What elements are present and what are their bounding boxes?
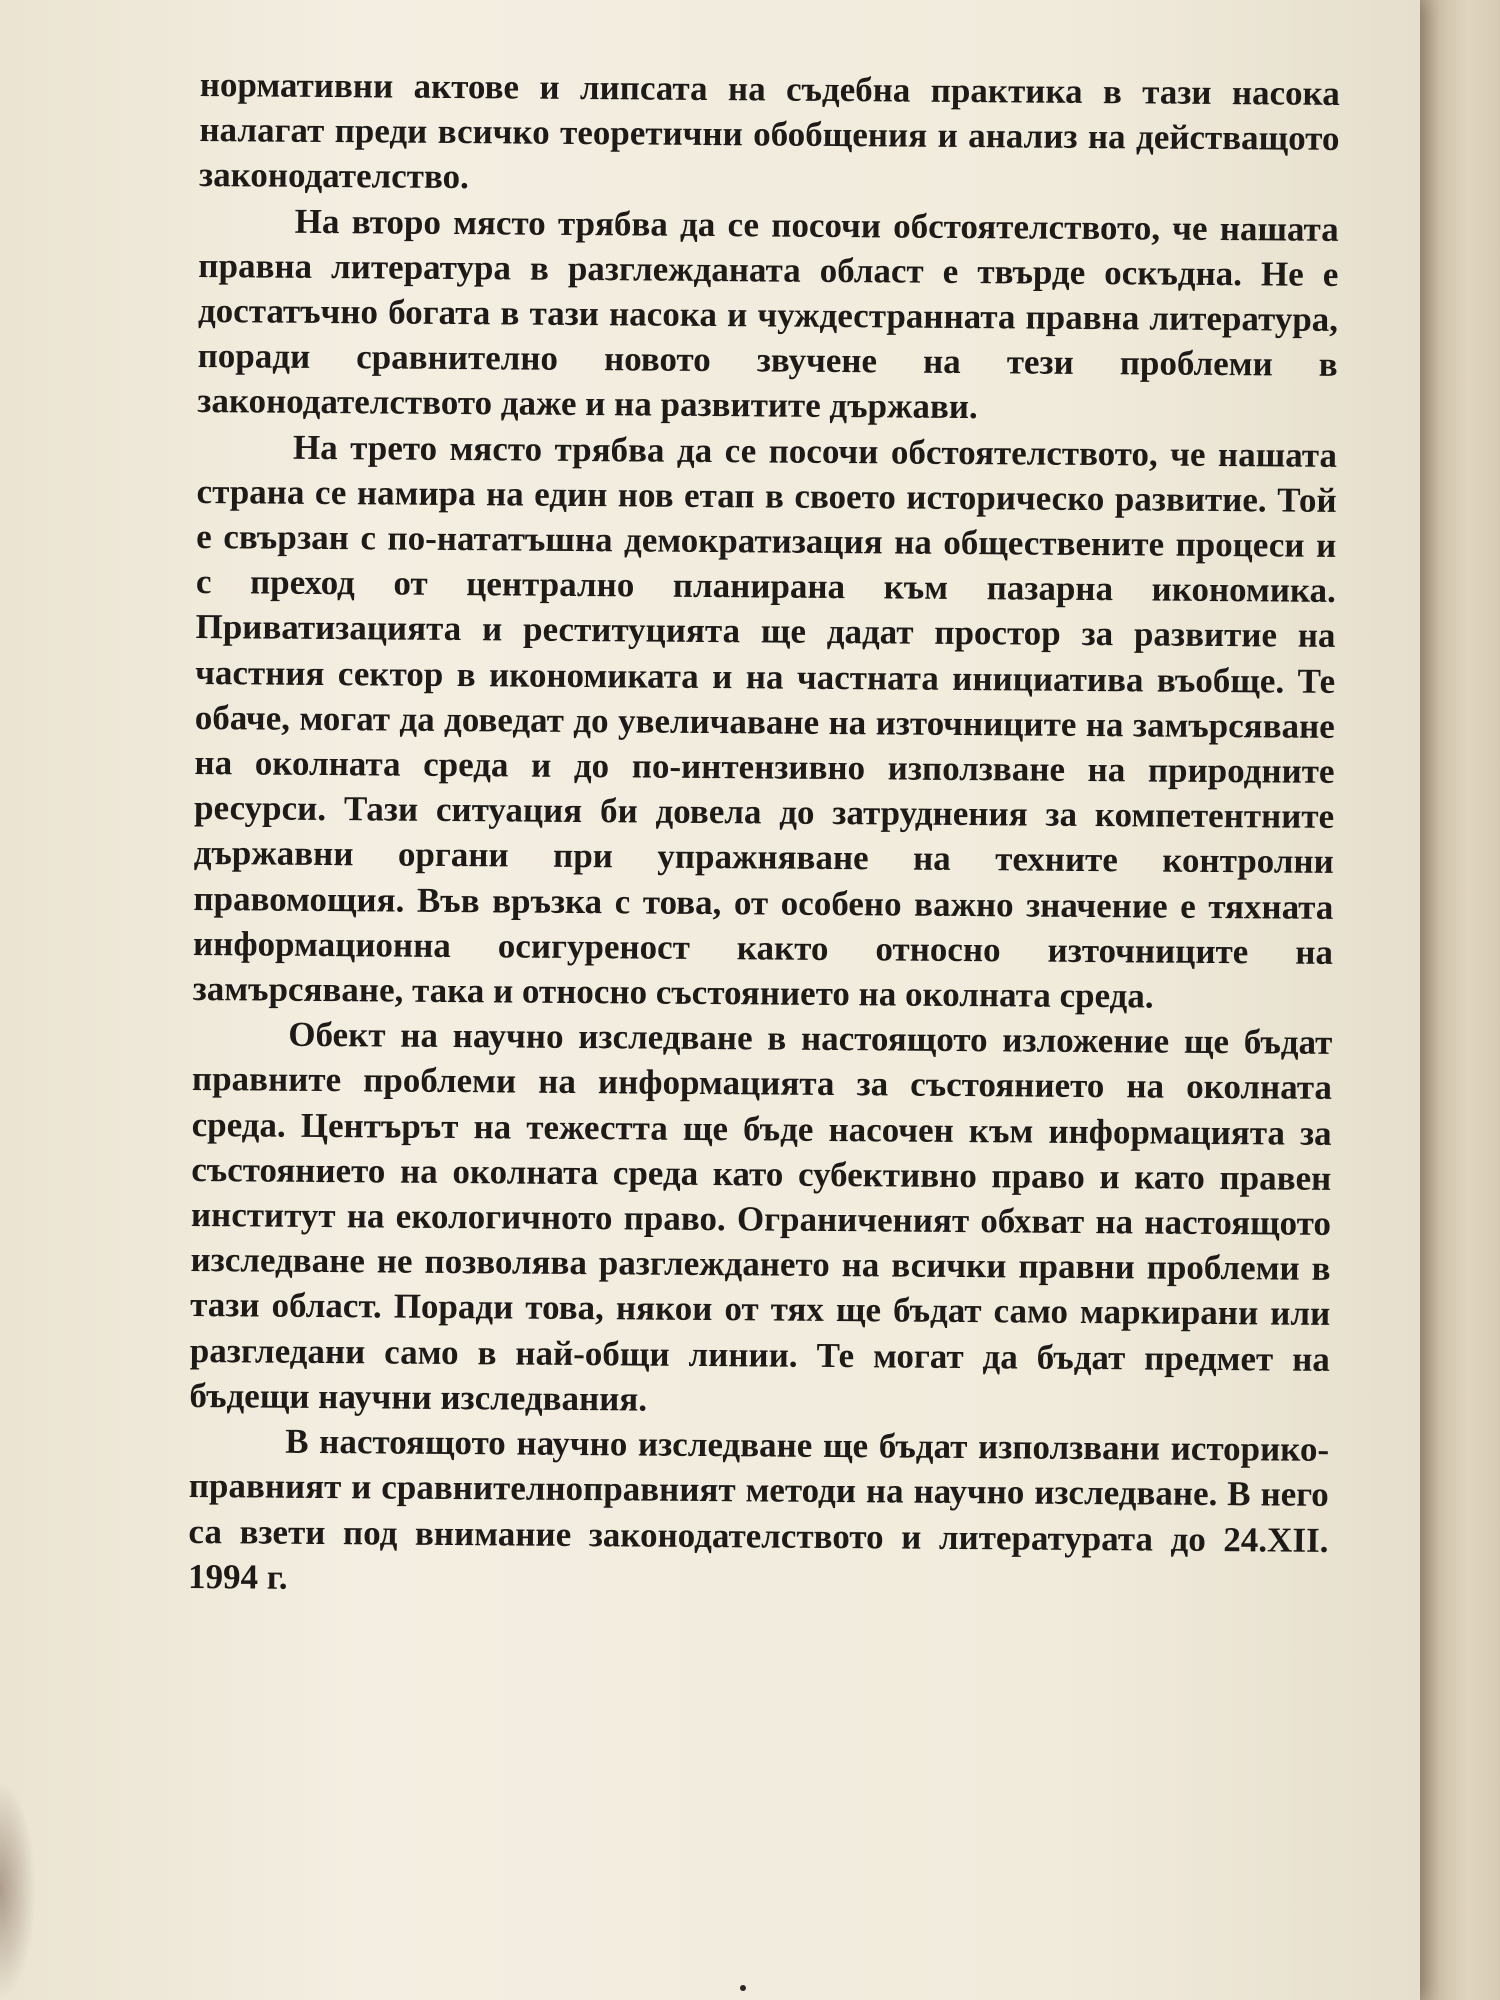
page-edge [1420, 0, 1500, 2000]
page-mark [740, 1985, 746, 1991]
paragraph-3: На трето място трябва да се посочи обстоятелството, че нашата страна се намира на един нов етап в своето историческо развитие. Той е свързан с по-нататъшна демократизация на обществените процеси и с преход от централно планирана към пазарна икономика. Приватизацията и реституцията ще дадат простор за развитие на частния сектор в икономиката и на частната инициатива въобще. Те обаче, могат да доведат до увеличаване на източниците на замърсяване на околната среда и до по-интензивно използване на природните ресурси. Тази ситуация би довела до затруднения за компетентните държавни органи при упражняване на техните контролни правомощия. Във връзка с това, от особено важно значение е тяхната информационна осигуреност както относно източниците на замърсяване, така и относно състоянието на околната среда. [192, 427, 1338, 1016]
finger-shadow [0, 1780, 36, 2000]
paragraph-5: В настоящото научно изследване ще бъдат използвани историко-правният и сравнителноправният методи на научно изследване. В него са взети под внимание законодателството и литературата до 24.XII. 1994 г. [187, 1421, 1330, 1597]
paragraph-1: нормативни актове и липсата на съдебна практика в тази насока налагат преди всичко теоретични обобщения и анализ на действащото законодателство. [198, 64, 1340, 197]
paragraph-2: На второ място трябва да се посочи обстоятелството, че нашата правна литература в разглежданата област е твърде оскъдна. Не е достатъчно богата в тази насока и чуждестранната правна литература, поради сравнително новото звучене на тези проблеми в законодателството даже и на развитите държави. [197, 201, 1339, 427]
paragraph-4: Обект на научно изследване в настоящото изложение ще бъдат правните проблеми на информацията за състоянието на околната среда. Центърът на тежестта ще бъде насочен към информацията за състоянието на околната среда като субективно право и като правен институт на екологичното право. Ограниченият обхват на настоящото изследване не позволява разглеждането на всички правни проблеми в тази област. Поради това, някои от тях ще бъдат само маркирани или разгледани само в най-общи линии. Те могат да бъдат предмет на бъдещи научни изследвания. [189, 1014, 1333, 1419]
page-text [188, 62, 1340, 1608]
